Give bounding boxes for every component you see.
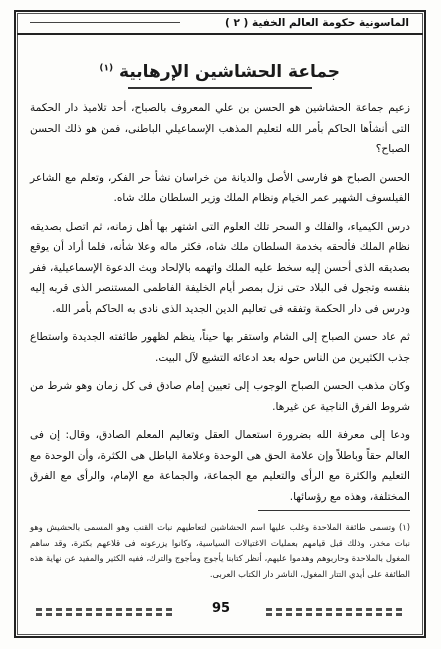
- paragraph: ثم عاد حسن الصباح إلى الشام واستقر بها حيناً، ينظم لظهور طائفته الجديدة واستطاع جذب الكثيرين من الناس حوله بعد ادعائه التشيع لآل البيت.: [30, 331, 410, 364]
- footnote-divider: [258, 510, 410, 511]
- body-text: [30, 98, 410, 515]
- header-rule: [30, 22, 180, 23]
- paragraph: وكان مذهب الحسن الصباح الوجوب إلى تعيين إمام صادق فى كل زمان وهو شرط من شروط الفرق الناجية عن غيرها.: [30, 380, 410, 413]
- running-header: [17, 13, 423, 35]
- footnote-reference: (١): [99, 63, 114, 74]
- footer-ornament-left: [36, 608, 176, 616]
- paragraph: ودعا إلى معرفة الله بضرورة استعمال العقل وتعاليم المعلم الصادق، وقال: إن فى العالم حقاً وباطلاً وإن علامة الحق هى الوحدة وعلامة الباطل هى الكثرة، وأن الوحدة مع التعليم والكثرة مع الرأى والتعليم مع الجماعة، والجماعة مع الإمام، والرأى مع الفرق المختلفة، وهذه مع رؤسائها.: [30, 429, 410, 503]
- page-number: 95: [211, 601, 231, 616]
- paragraph: درس الكيمياء، والفلك و السحر تلك العلوم التى اشتهر بها أهل زمانه، ثم اتصل بصديقه نظام الملك فألحقه بخدمة السلطان ملك شاه، فكثر ماله وعلا شأنه، فلما أراد أن يوقع بصديقه الذى أحسن إليه سخط عليه الملك واتهمه بالإلحاد وبث الدعوة الإسماعيلية، ففر بنفسه وتجول فى البلاد حتى نزل بمصر أيام الخليفة الفاطمى المستنصر الذى قربه إليه ودرس فى دار الحكمة وتفقه فى تعاليم الدين الجديد الذى نادى به الحاكم بأمر الله.: [30, 220, 410, 315]
- chapter-title-text: جماعة الحشاشين الإرهابية: [119, 62, 340, 82]
- paragraph: الحسن الصباح هو فارسى الأصل والديانة من خراسان نشأ حر الفكر، وتعلم مع الشاعر الفيلسوف الشهير عمر الخيام ونظام الملك وزير السلطان ملك شاه.: [30, 171, 410, 204]
- footnote: (١) وتسمى طائفة الملاحدة وغلب عليها اسم الحشاشين لتعاطيهم نبات القنب وهو المسمى بالحشيش وهو نبات مخدر، وذلك قبل قيامهم بعمليات الاغتيالات السياسية، وكانوا يزرعونه فى قلاعهم بكثرة، وقد ساهم المغول بالملاحدة وحاربوهم وهدموا عليهم، أنظر كتابنا يأجوج ومأجوج والترك، ففيه الكثير والمفيد عن نهاية هذه الطائفة على أيدي التتار المغول، الناشر دار الكتاب العربى.: [30, 522, 410, 579]
- footer-ornament-right: [266, 608, 406, 616]
- chapter-title: [100, 62, 340, 82]
- running-header-title: الماسونية حكومة العالم الخفية ( ٢ ): [224, 17, 409, 29]
- paragraph: زعيم جماعة الحشاشين هو الحسن بن علي المعروف بالصباح، أحد تلاميذ دار الحكمة التى أنشأها الحاكم بأمر الله لتعليم المذهب الإسماعيلي الباطنى، فمن هو ذلك الحسن الصباح؟: [30, 102, 410, 155]
- chapter-title-underline: [128, 87, 312, 89]
